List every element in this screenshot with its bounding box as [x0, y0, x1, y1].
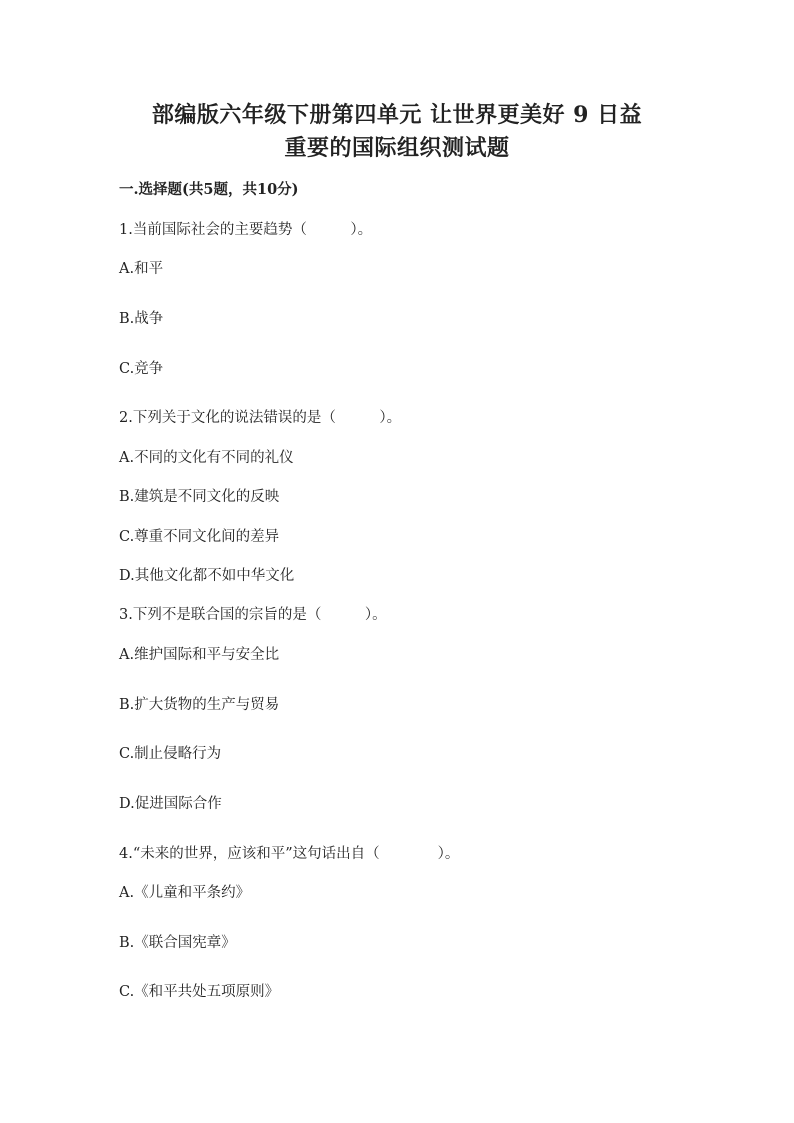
document-title-line-1: 部编版六年级下册第四单元 让世界更美好 9 日益 — [151, 102, 643, 128]
question-1-stem: 1.当前国际社会的主要趋势（ ）。 — [119, 222, 373, 238]
question-3-option-b: B.扩大货物的生产与贸易 — [119, 697, 280, 713]
question-4-option-c: C.《和平共处五项原则》 — [119, 984, 280, 1000]
question-1-option-b: B.战争 — [119, 311, 164, 327]
question-2-option-d: D.其他文化都不如中华文化 — [119, 568, 295, 584]
question-2-stem: 2.下列关于文化的说法错误的是（ ）。 — [119, 410, 402, 426]
question-4-stem: 4.“未来的世界，应该和平”这句话出自（ ）。 — [119, 846, 460, 862]
question-2-option-c: C.尊重不同文化间的差异 — [119, 529, 280, 545]
question-1-option-c: C.竞争 — [119, 361, 164, 377]
question-3-option-d: D.促进国际合作 — [119, 796, 222, 812]
document-title-line-2: 重要的国际组织测试题 — [284, 135, 510, 161]
question-4-option-b: B.《联合国宪章》 — [119, 935, 236, 951]
section-heading: 一.选择题(共5题，共10分) — [119, 181, 299, 198]
question-4-option-a: A.《儿童和平条约》 — [119, 885, 251, 901]
question-3-stem: 3.下列不是联合国的宗旨的是（ ）。 — [119, 607, 387, 623]
question-3-option-a: A.维护国际和平与安全比 — [119, 647, 280, 663]
question-2-option-b: B.建筑是不同文化的反映 — [119, 489, 280, 505]
question-2-option-a: A.不同的文化有不同的礼仪 — [119, 450, 294, 466]
question-1-option-a: A.和平 — [119, 261, 164, 277]
question-3-option-c: C.制止侵略行为 — [119, 746, 222, 762]
